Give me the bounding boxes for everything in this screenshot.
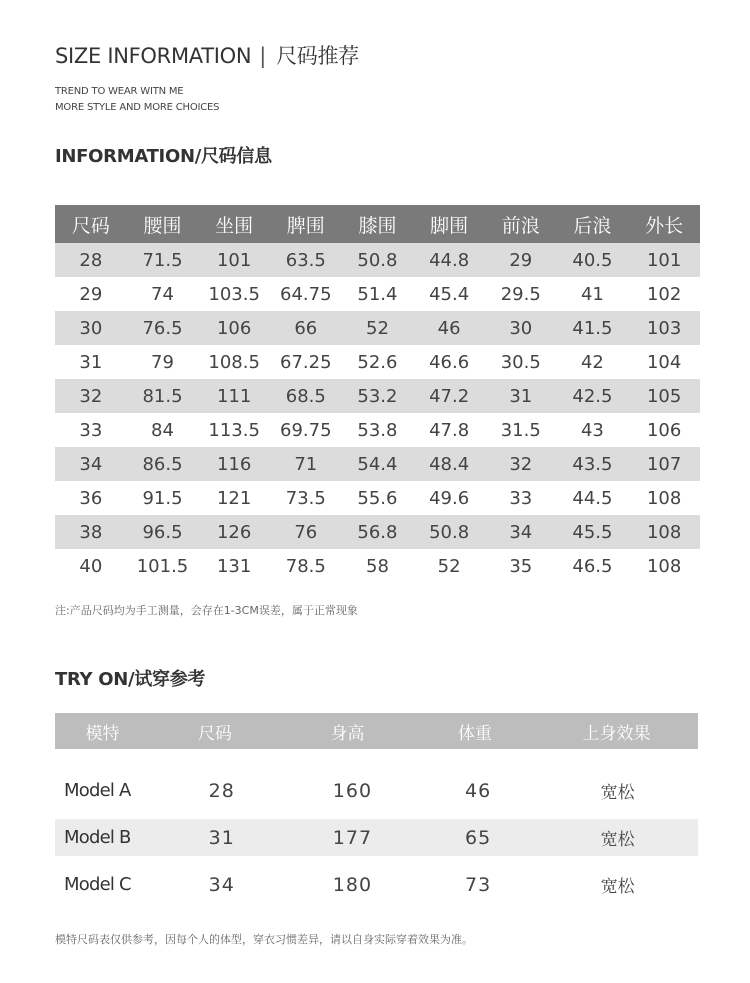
tryon-row — [55, 866, 698, 903]
size-table-cell: 78.5 — [270, 549, 342, 583]
size-table-cell: 84 — [127, 413, 199, 447]
tryon-header-cell: 模特 — [85, 723, 120, 744]
size-table-cell: 54.4 — [342, 447, 414, 481]
size-table-cell: 30.5 — [485, 345, 557, 379]
size-table-cell: 42.5 — [557, 379, 629, 413]
tryon-cell-fit: 宽松 — [600, 877, 635, 897]
size-table-row — [55, 277, 700, 311]
size-header-cell: 脚围 — [413, 205, 485, 243]
size-table-row — [55, 515, 700, 549]
size-table-row — [55, 243, 700, 277]
size-table-row — [55, 345, 700, 379]
size-table-cell: 45.4 — [413, 277, 485, 311]
tryon-note: 模特尺码表仅供参考，因每个人的体型，穿衣习惯差异，请以自身实际穿着效果为准。 — [55, 933, 473, 946]
size-table-cell: 126 — [198, 515, 270, 549]
size-table-cell: 40.5 — [557, 243, 629, 277]
size-table-cell: 50.8 — [413, 515, 485, 549]
size-table-cell: 34 — [55, 447, 127, 481]
size-table-cell: 104 — [628, 345, 700, 379]
tryon-cell-model: Model B — [64, 827, 131, 848]
size-table-cell: 105 — [628, 379, 700, 413]
size-table-cell: 32 — [485, 447, 557, 481]
tryon-cell-fit: 宽松 — [600, 783, 635, 803]
size-table-cell: 46 — [413, 311, 485, 345]
size-table-cell: 96.5 — [127, 515, 199, 549]
tryon-cell-height: 180 — [332, 873, 373, 896]
title-separator: | — [259, 44, 267, 68]
size-table-cell: 79 — [127, 345, 199, 379]
size-table-cell: 103.5 — [198, 277, 270, 311]
tryon-section-title: TRY ON/试穿参考 — [55, 669, 206, 690]
size-header-cell: 脾围 — [270, 205, 342, 243]
size-table-cell: 102 — [628, 277, 700, 311]
title-cn: 尺码推荐 — [276, 44, 359, 68]
size-table — [55, 205, 700, 583]
size-table-cell: 29 — [55, 277, 127, 311]
size-table-cell: 45.5 — [557, 515, 629, 549]
size-table-cell: 91.5 — [127, 481, 199, 515]
size-table-cell: 38 — [55, 515, 127, 549]
size-table-cell: 30 — [485, 311, 557, 345]
tryon-cell-model: Model A — [64, 780, 131, 801]
size-table-cell: 103 — [628, 311, 700, 345]
size-table-cell: 111 — [198, 379, 270, 413]
tryon-header-cell: 上身效果 — [582, 723, 651, 744]
header — [55, 40, 359, 116]
size-table-row — [55, 379, 700, 413]
size-table-cell: 68.5 — [270, 379, 342, 413]
size-header-cell: 腰围 — [127, 205, 199, 243]
size-table-cell: 121 — [198, 481, 270, 515]
size-table-cell: 44.5 — [557, 481, 629, 515]
size-table-cell: 47.8 — [413, 413, 485, 447]
tryon-cell-height: 160 — [332, 779, 373, 802]
size-table-cell: 108 — [628, 549, 700, 583]
size-table-cell: 56.8 — [342, 515, 414, 549]
size-table-cell: 101.5 — [127, 549, 199, 583]
size-header-cell: 后浪 — [557, 205, 629, 243]
size-table-cell: 55.6 — [342, 481, 414, 515]
size-table-cell: 106 — [198, 311, 270, 345]
size-table-cell: 31.5 — [485, 413, 557, 447]
size-table-cell: 101 — [628, 243, 700, 277]
tryon-cell-size: 34 — [208, 873, 235, 896]
title-en: SIZE INFORMATION — [55, 44, 252, 68]
size-table-cell: 107 — [628, 447, 700, 481]
tryon-cell-size: 31 — [208, 826, 235, 849]
size-table-cell: 58 — [342, 549, 414, 583]
size-table-cell: 71 — [270, 447, 342, 481]
size-table-cell: 41 — [557, 277, 629, 311]
size-table-cell: 73.5 — [270, 481, 342, 515]
size-table-header-row — [55, 205, 700, 243]
size-table-cell: 40 — [55, 549, 127, 583]
size-table-cell: 29 — [485, 243, 557, 277]
tryon-cell-weight: 65 — [465, 826, 492, 849]
size-table-cell: 63.5 — [270, 243, 342, 277]
size-table-cell: 31 — [55, 345, 127, 379]
size-table-cell: 41.5 — [557, 311, 629, 345]
size-table-cell: 43.5 — [557, 447, 629, 481]
size-header-cell: 膝围 — [342, 205, 414, 243]
size-table-cell: 81.5 — [127, 379, 199, 413]
size-table-cell: 43 — [557, 413, 629, 447]
size-table-cell: 29.5 — [485, 277, 557, 311]
size-table-cell: 47.2 — [413, 379, 485, 413]
tryon-cell-weight: 73 — [465, 873, 492, 896]
size-table-cell: 64.75 — [270, 277, 342, 311]
tryon-header-cell: 身高 — [330, 723, 365, 744]
size-table-cell: 32 — [55, 379, 127, 413]
size-table-cell: 86.5 — [127, 447, 199, 481]
size-table-cell: 28 — [55, 243, 127, 277]
tryon-row — [55, 772, 698, 809]
tryon-header-cell: 尺码 — [198, 723, 232, 744]
size-section-title: INFORMATION/尺码信息 — [55, 146, 272, 167]
size-table-cell: 76 — [270, 515, 342, 549]
size-table-cell: 67.25 — [270, 345, 342, 379]
size-table-cell: 50.8 — [342, 243, 414, 277]
size-table-cell: 106 — [628, 413, 700, 447]
size-table-cell: 52 — [342, 311, 414, 345]
size-table-cell: 46.6 — [413, 345, 485, 379]
size-table-cell: 53.8 — [342, 413, 414, 447]
size-table-cell: 49.6 — [413, 481, 485, 515]
size-header-cell: 前浪 — [485, 205, 557, 243]
tryon-header-row — [55, 713, 698, 749]
size-table-cell: 52 — [413, 549, 485, 583]
size-header-cell: 外长 — [628, 205, 700, 243]
tryon-table — [55, 713, 698, 903]
size-table-cell: 53.2 — [342, 379, 414, 413]
size-table-cell: 131 — [198, 549, 270, 583]
tagline-2: MORE STYLE AND MORE CHOICES — [55, 102, 220, 113]
tryon-cell-fit: 宽松 — [600, 830, 635, 850]
size-header-cell: 尺码 — [55, 205, 127, 243]
size-table-cell: 108.5 — [198, 345, 270, 379]
size-table-cell: 69.75 — [270, 413, 342, 447]
tryon-cell-weight: 46 — [465, 779, 492, 802]
size-table-cell: 33 — [485, 481, 557, 515]
size-table-cell: 71.5 — [127, 243, 199, 277]
size-table-cell: 34 — [485, 515, 557, 549]
size-table-cell: 30 — [55, 311, 127, 345]
size-table-row — [55, 481, 700, 515]
size-table-cell: 51.4 — [342, 277, 414, 311]
size-table-cell: 108 — [628, 481, 700, 515]
tryon-cell-size: 28 — [208, 779, 235, 802]
size-table-cell: 116 — [198, 447, 270, 481]
size-table-cell: 44.8 — [413, 243, 485, 277]
size-table-row — [55, 311, 700, 345]
size-table-row — [55, 413, 700, 447]
size-table-row — [55, 447, 700, 481]
measurement-note: 注:产品尺码均为手工测量，会存在1-3CM误差，属于正常现象 — [55, 604, 358, 617]
size-table-cell: 48.4 — [413, 447, 485, 481]
size-table-cell: 113.5 — [198, 413, 270, 447]
tryon-cell-height: 177 — [332, 826, 373, 849]
size-table-cell: 31 — [485, 379, 557, 413]
size-table-cell: 46.5 — [557, 549, 629, 583]
size-table-cell: 42 — [557, 345, 629, 379]
size-table-cell: 36 — [55, 481, 127, 515]
tagline-1: TREND TO WEAR WITN ME — [55, 86, 184, 97]
size-header-cell: 坐围 — [198, 205, 270, 243]
size-table-cell: 101 — [198, 243, 270, 277]
size-table-row — [55, 549, 700, 583]
size-table-cell: 52.6 — [342, 345, 414, 379]
size-table-cell: 108 — [628, 515, 700, 549]
size-table-cell: 33 — [55, 413, 127, 447]
size-table-cell: 66 — [270, 311, 342, 345]
tryon-cell-model: Model C — [64, 874, 131, 895]
size-table-cell: 74 — [127, 277, 199, 311]
page-title — [55, 40, 359, 70]
tryon-header-cell: 体重 — [458, 723, 492, 744]
size-table-cell: 76.5 — [127, 311, 199, 345]
tryon-row — [55, 819, 698, 856]
size-table-cell: 35 — [485, 549, 557, 583]
